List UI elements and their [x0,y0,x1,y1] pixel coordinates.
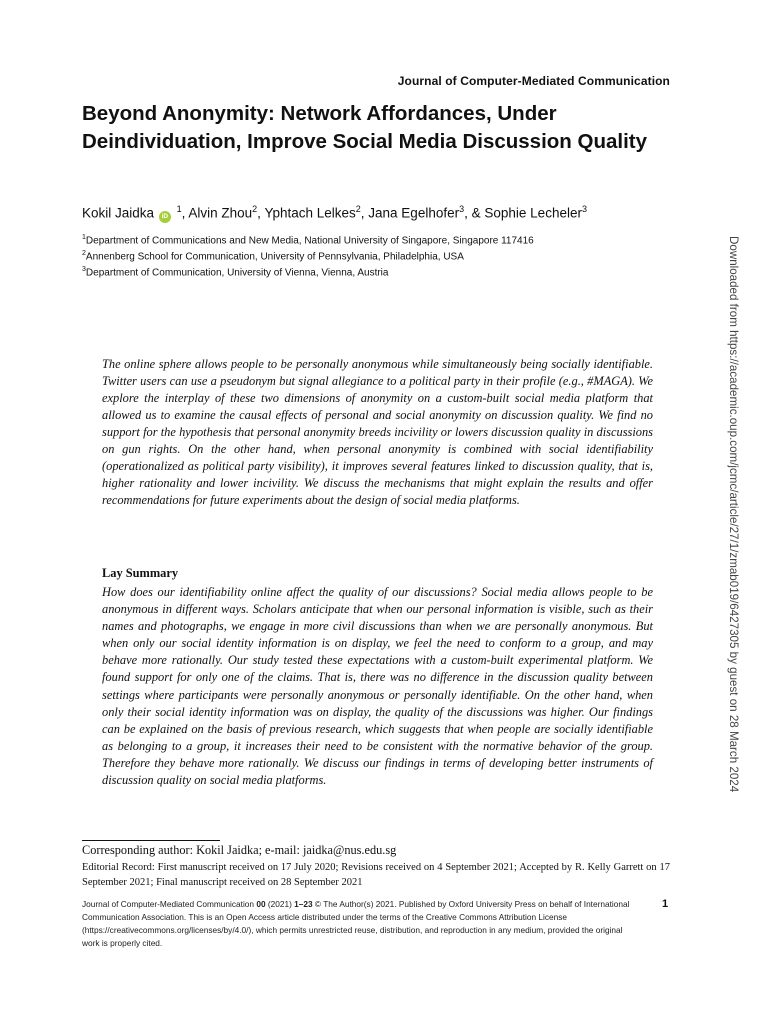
orcid-icon[interactable]: iD [159,211,171,223]
copyright-footer [82,898,642,950]
affiliation-number: 2 [82,250,86,257]
abstract: The online sphere allows people to be personally anonymous while simultaneously being socially identifiable. Twitter users can use a pseudonym but signal allegiance to a political party in their profile (e.g., #MAGA). We explore the interplay of these two dimensions of anonymity on a custom-built social media platform that allowed us to examine the causal effects of personal and social anonymity on discussion quality. We find no support for the hypothesis that personal anonymity breeds incivility or lowers discussion quality in discussions on gun rights. On the other hand, when personal anonymity is combined with social identifiability (operationalized as political party visibility), it improves several features linked to discussion quality, that is, higher rationality and lower incivility. We discuss the mechanisms that might explain the results and offer recommendations for future experiments about the design of social media platforms. [102,357,653,507]
author-list [82,204,587,223]
author-affiliation-marker: 2 [355,204,361,214]
author-affiliation-marker: 2 [252,204,258,214]
download-watermark: Downloaded from https://academic.oup.com/jcmc/article/27/1/zmab019/6427305 by guest on 28 March 2024 [727,236,740,793]
author-name: Sophie Lecheler [484,205,582,221]
footer-year: (2021) [265,899,295,909]
affiliation-text: Department of Communications and New Media, National University of Singapore, Singapore 117416 [85,235,534,247]
author-name: Yphtach Lelkes [264,205,356,221]
affiliation-number: 3 [82,266,86,273]
author-name: Jana Egelhofer [368,205,460,221]
corresponding-author: Corresponding author: Kokil Jaidka; e-mail: jaidka@nus.edu.sg [82,843,397,857]
affiliation-3 [82,266,388,278]
lay-summary-heading: Lay Summary [102,566,179,580]
footer-license: © The Author(s) 2021. Published by Oxford University Press on behalf of International Communication Association. This is an Open Access article distributed under the terms of the Creative Commons Attribution License (https://creativecommons.org/licenses/by/4.0/), which permits unrestricted reuse, distribution, and reproduction in any medium, provided the original work is properly cited. [82,899,630,948]
footer-pages: 1–23 [294,899,313,909]
author-affiliation-marker: 3 [581,204,587,214]
page-number: 1 [662,898,669,910]
affiliation-text: Annenberg School for Communication, University of Pennsylvania, Philadelphia, USA [85,251,464,263]
author-name: Kokil Jaidka [82,205,155,221]
lay-summary: How does our identifiability online affect the quality of our discussions? Social media allows people to be anonymous in different ways. Scholars anticipate that when our personal information is visible, such as their names and photographs, we engage in more civil discussions than when we are personally anonymous. But when only our social identity information is on display, we feel the need to conform to a group, and may behave more rationally. Our study tested these expectations with a custom-built experimental platform. We found support for only one of the claims. That is, there was no difference in the discussion quality between settings where participants were personally anonymous or personally identifiable. On the other hand, when only their social identity information was on display, the quality of the discussions was higher. Our findings can be explained on the basis of previous research, which suggests that when people are socially identifiable as belonging to a group, it increases their need to be consistent with the normative behavior of the group. Therefore they behave more rationally. We discuss our findings in terms of developing better instruments of discussion quality on social media platforms. [102,585,653,788]
author-separator: , [360,205,369,221]
footer-journal: Journal of Computer-Mediated Communication [82,899,257,909]
affiliation-1 [82,234,534,246]
editorial-record: Editorial Record: First manuscript received on 17 July 2020; Revisions received on 4 September 2021; Accepted by R. Kelly Garrett on 17 September 2021; Final manuscript received on 28 September 2021 [82,862,670,888]
article-title: Beyond Anonymity: Network Affordances, Under Deindividuation, Improve Social Media Discussion Quality [82,102,648,153]
journal-header: Journal of Computer-Mediated Communication [397,74,670,88]
affiliation-text: Department of Communication, University of Vienna, Vienna, Austria [85,267,389,279]
footnote-divider [82,840,220,841]
author-separator: , [257,205,265,221]
author-affiliation-marker: 1 [176,204,182,214]
author-conjunction: , & [464,205,485,221]
author-name: Alvin Zhou [188,205,253,221]
affiliation-2 [82,250,464,262]
author-affiliation-marker: 3 [459,204,465,214]
affiliation-number: 1 [82,234,86,241]
footer-volume: 00 [256,899,266,909]
author-separator: , [181,205,189,221]
